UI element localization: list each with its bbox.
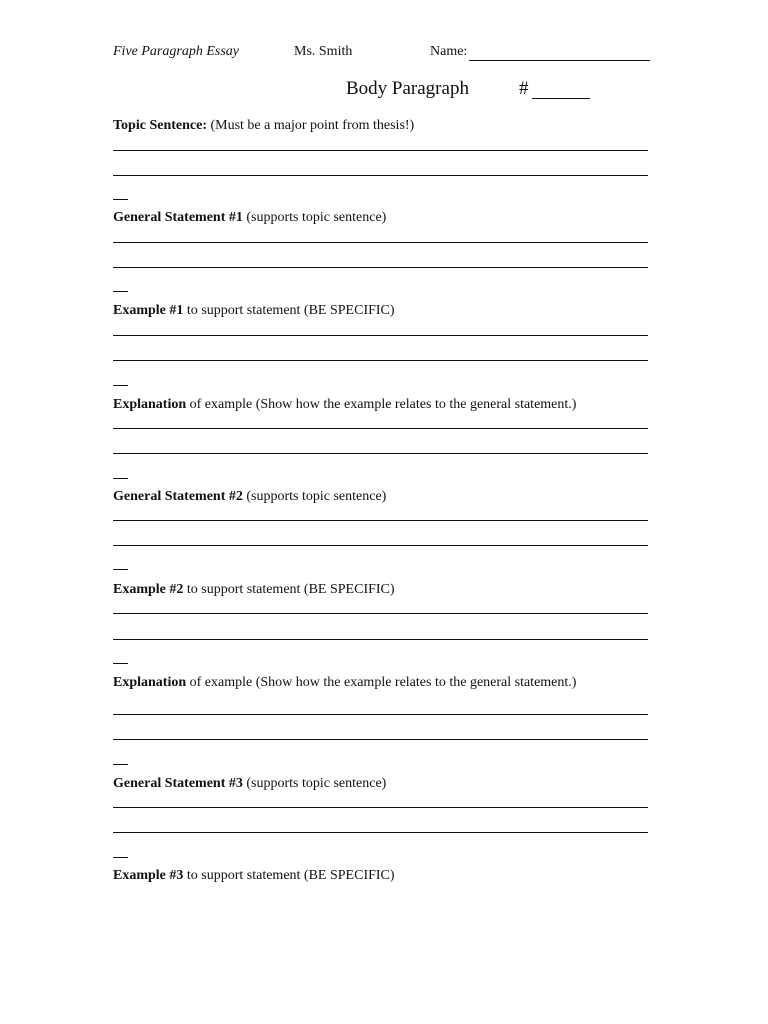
answer-line[interactable] xyxy=(113,175,648,176)
page-title xyxy=(346,78,529,100)
prompt-bold: General Statement #1 xyxy=(113,210,243,225)
answer-line-end[interactable] xyxy=(113,857,128,858)
general-statement-2-prompt xyxy=(113,489,386,505)
paragraph-number-label: # xyxy=(519,78,529,99)
explanation-1-prompt xyxy=(113,397,576,413)
answer-line[interactable] xyxy=(113,832,648,833)
explanation-2-prompt xyxy=(113,675,576,691)
prompt-text: of example (Show how the example relates to the general statement.) xyxy=(186,397,577,412)
prompt-text: to support statement (BE SPECIFIC) xyxy=(183,582,395,597)
prompt-bold: General Statement #2 xyxy=(113,489,243,504)
page-title-text: Body Paragraph xyxy=(346,78,469,99)
example-1-prompt xyxy=(113,303,395,319)
prompt-bold: Example #3 xyxy=(113,868,184,883)
answer-line-end[interactable] xyxy=(113,663,128,664)
answer-line[interactable] xyxy=(113,428,648,429)
answer-line-end[interactable] xyxy=(113,764,128,765)
prompt-bold: Topic Sentence: xyxy=(113,118,207,133)
example-2-prompt xyxy=(113,582,395,598)
answer-line-end[interactable] xyxy=(113,478,128,479)
answer-line[interactable] xyxy=(113,242,648,243)
answer-line[interactable] xyxy=(113,150,648,151)
teacher-name: Ms. Smith xyxy=(294,44,353,59)
topic-sentence-prompt xyxy=(113,118,414,134)
prompt-text: (supports topic sentence) xyxy=(242,210,387,225)
answer-line[interactable] xyxy=(113,714,648,715)
answer-line[interactable] xyxy=(113,360,648,361)
answer-line-end[interactable] xyxy=(113,385,128,386)
prompt-bold: General Statement #3 xyxy=(113,776,243,791)
answer-line-end[interactable] xyxy=(113,291,128,292)
prompt-bold: Explanation xyxy=(113,397,187,412)
answer-line[interactable] xyxy=(113,739,648,740)
answer-line[interactable] xyxy=(113,335,648,336)
answer-line[interactable] xyxy=(113,453,648,454)
answer-line-end[interactable] xyxy=(113,199,128,200)
course-title: Five Paragraph Essay xyxy=(113,44,239,59)
answer-line[interactable] xyxy=(113,613,648,614)
answer-line[interactable] xyxy=(113,520,648,521)
prompt-text: to support statement (BE SPECIFIC) xyxy=(183,303,395,318)
prompt-text: (supports topic sentence) xyxy=(242,489,387,504)
prompt-text: (supports topic sentence) xyxy=(242,776,387,791)
general-statement-1-prompt xyxy=(113,210,386,226)
prompt-bold: Example #1 xyxy=(113,303,184,318)
answer-line[interactable] xyxy=(113,267,648,268)
general-statement-3-prompt xyxy=(113,776,386,792)
answer-line-end[interactable] xyxy=(113,569,128,570)
student-name-blank[interactable] xyxy=(469,60,650,61)
prompt-text: of example (Show how the example relates to the general statement.) xyxy=(186,675,577,690)
prompt-bold: Explanation xyxy=(113,675,187,690)
prompt-text: to support statement (BE SPECIFIC) xyxy=(183,868,395,883)
student-name-label: Name: xyxy=(430,44,468,59)
example-3-prompt xyxy=(113,868,395,884)
prompt-text: (Must be a major point from thesis!) xyxy=(206,118,415,133)
answer-line[interactable] xyxy=(113,807,648,808)
worksheet-header xyxy=(0,44,768,64)
answer-line[interactable] xyxy=(113,639,648,640)
paragraph-number-blank[interactable] xyxy=(532,98,590,99)
prompt-bold: Example #2 xyxy=(113,582,184,597)
answer-line[interactable] xyxy=(113,545,648,546)
